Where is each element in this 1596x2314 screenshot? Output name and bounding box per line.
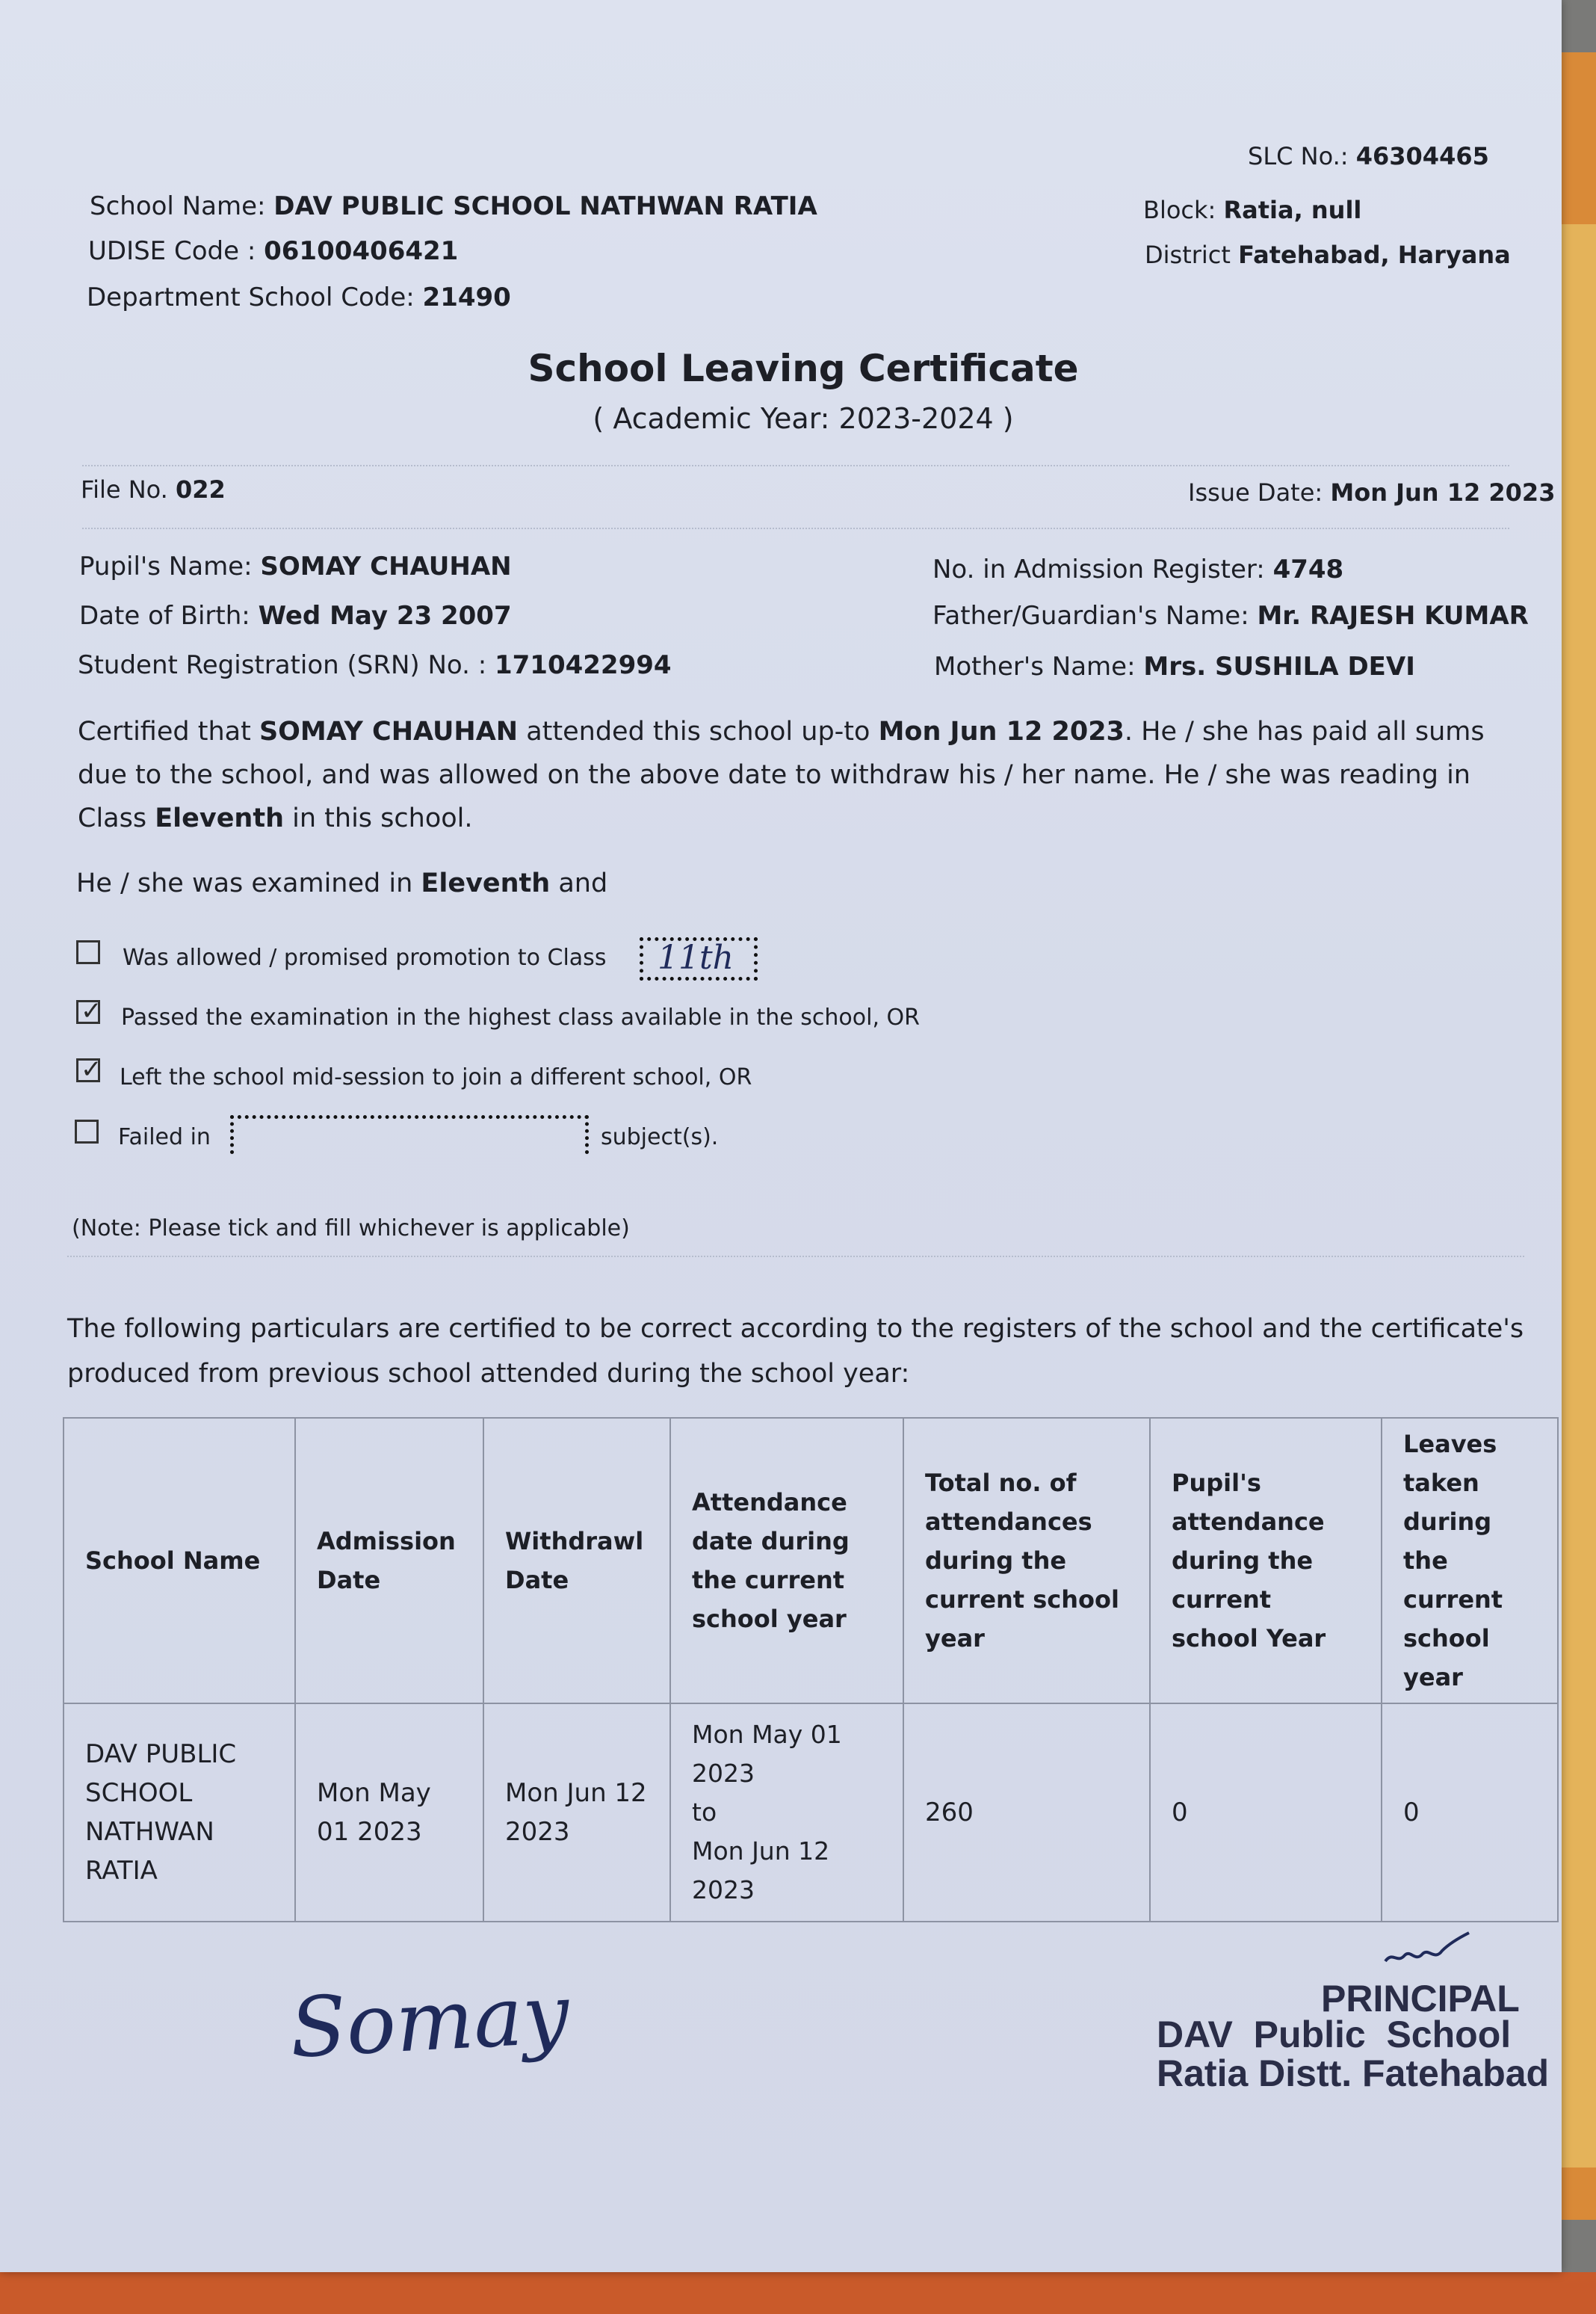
note: (Note: Please tick and fill whichever is applicable) [72,1215,630,1241]
left-school-label: Left the school mid-session to join a different school, OR [120,1064,752,1090]
srn-number: Student Registration (SRN) No. : 1710422994 [78,650,672,680]
attendance-to-word: to [692,1798,717,1827]
father-name: Father/Guardian's Name: Mr. RAJESH KUMAR [932,601,1529,631]
principal-initials-signature [1382,1928,1472,1973]
promotion-checkbox[interactable] [76,940,100,964]
attendance-from: Mon May 01 2023 [692,1720,842,1788]
promotion-class-handwritten: 11th [658,939,734,977]
header-attendance-date: Attendance date during the current school year [670,1418,903,1703]
academic-year: ( Academic Year: 2023-2024 ) [593,402,1014,435]
certified-paragraph: Certified that SOMAY CHAUHAN attended this school up-to Mon Jun 12 2023. He / she has paid all sums due to the school, and was allowed on the above date to withdraw his / her name. He / she was reading in Class Eleventh in this school. [78,717,1485,833]
background-bottom-edge [0,2272,1596,2314]
table-row [64,1703,1558,1922]
school-name: School Name: DAV PUBLIC SCHOOL NATHWAN RATIA [90,191,817,221]
date-of-birth: Date of Birth: Wed May 23 2007 [79,601,512,631]
cell-attendance-date [670,1703,903,1922]
failed-suffix: subject(s). [601,1124,719,1150]
file-number: File No. 022 [81,475,226,504]
cell-school-name: DAV PUBLIC SCHOOL NATHWAN RATIA [64,1703,295,1922]
cell-withdrawl-date: Mon Jun 12 2023 [483,1703,670,1922]
divider [82,528,1509,529]
cell-leaves-taken: 0 [1382,1703,1558,1922]
cell-total-attendances: 260 [903,1703,1150,1922]
failed-checkbox[interactable] [75,1120,99,1144]
udise-code: UDISE Code : 06100406421 [88,236,459,266]
header-withdrawl-date: Withdrawl Date [483,1418,670,1703]
header-pupil-attendance: Pupil's attendance during the current school Year [1150,1418,1382,1703]
promotion-label: Was allowed / promised promotion to Class [123,945,607,971]
pupil-name: Pupil's Name: SOMAY CHAUHAN [79,552,512,581]
checkmark-icon: ✓ [81,996,102,1026]
block: Block: Ratia, null [1143,196,1362,224]
header-total-attendances: Total no. of attendances during the current school year [903,1418,1150,1703]
header-admission-date: Admission Date [295,1418,483,1703]
divider [67,1256,1524,1257]
cell-admission-date: Mon May 01 2023 [295,1703,483,1922]
failed-subjects-field[interactable] [230,1115,589,1154]
district: District Fatehabad, Haryana [1145,241,1511,269]
table-header-row [64,1418,1558,1703]
stamp-principal: PRINCIPAL [1321,1978,1520,2020]
slc-number: SLC No.: 46304465 [1248,142,1489,170]
admission-register-number: No. in Admission Register: 4748 [932,555,1344,584]
stamp-district: Ratia Distt. Fatehabad [1157,2052,1550,2094]
particulars-paragraph: The following particulars are certified to be correct according to the registers of the school and the certificate's produced from previous school attended during the school year: [67,1314,1524,1389]
passed-label: Passed the examination in the highest class available in the school, OR [121,1005,920,1031]
header-leaves-taken: Leaves taken during the current school year [1382,1418,1558,1703]
cell-pupil-attendance: 0 [1150,1703,1382,1922]
header-school-name: School Name [64,1418,295,1703]
attendance-to: Mon Jun 12 2023 [692,1836,830,1904]
department-school-code: Department School Code: 21490 [87,283,511,312]
mother-name: Mother's Name: Mrs. SUSHILA DEVI [934,652,1415,682]
divider [82,465,1509,466]
certificate-title: School Leaving Certificate [528,347,1079,390]
stamp-school-name: DAV Public School [1157,2014,1512,2055]
checkmark-icon: ✓ [81,1055,102,1085]
student-signature: Somay [287,1966,572,2076]
failed-label: Failed in [118,1124,211,1150]
examined-line: He / she was examined in Eleventh and [76,868,608,898]
issue-date: Issue Date: Mon Jun 12 2023 [1188,478,1556,507]
particulars-table [63,1417,1559,1922]
